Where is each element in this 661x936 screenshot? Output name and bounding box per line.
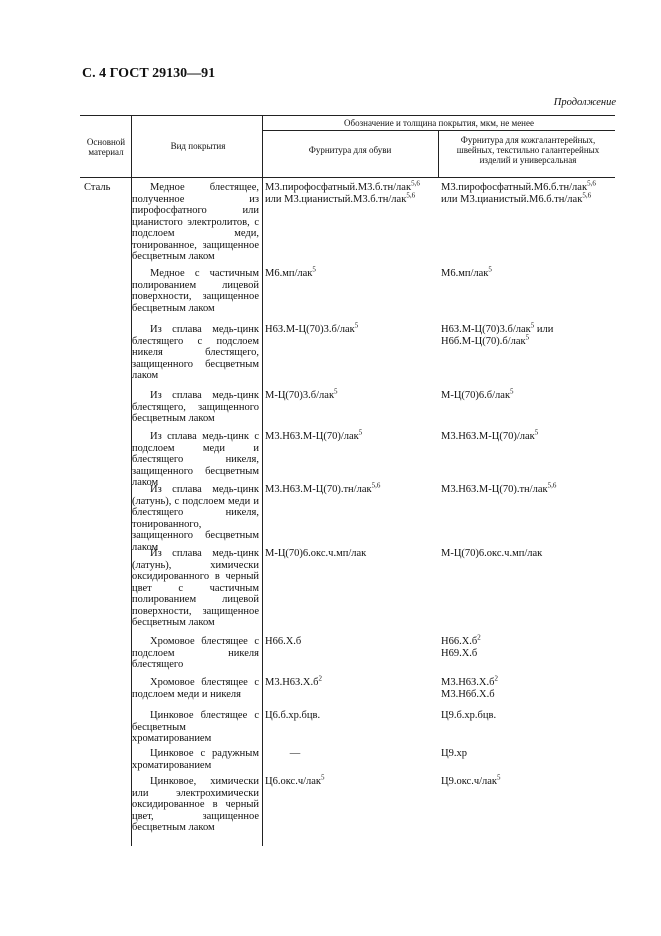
col-coating-header: Вид покрытия (170, 141, 226, 151)
row-10-description: Цинковое блестящее с бесцветным хроматированием (132, 710, 259, 744)
continuation-label: Продолжение (553, 97, 616, 108)
row-7-leather: М-Ц(70)6.окс.ч.мп/лак (441, 548, 543, 559)
table-top-rule (262, 115, 615, 116)
row-3-description: Из сплава медь-цинк блестящего с подслоем никеля блестящего, защищенного бесцветным лаком (132, 324, 259, 381)
row-2-shoes: М6.мп/лак$^5$ (265, 265, 316, 279)
row-2-leather: М6.мп/лак$^5$ (441, 265, 492, 279)
row-8-description: Хромовое блестящее с подслоем никеля блестящего (132, 636, 259, 670)
row-8-leather: $Н66.Х.б^2$ Н69.Х.б (441, 633, 481, 659)
row-1-shoes: М3.пирофосфатный.М3.б.тн/лак$^{5,6}$ или М3.цианистый.М3.б.тн/лак$^{5,6}$ (265, 179, 420, 205)
row-12-shoes: Ц6.окс.ч/лак$^5$ (265, 773, 325, 787)
row-6-leather: М3.Н6З.М-Ц(70).тн/лак$^{5,6}$ (441, 481, 557, 495)
row-4-shoes: М-Ц(70)3.б/лак$^5$ (265, 387, 338, 401)
row-11-leather: Ц9.хр (441, 748, 467, 759)
row-3-leather: Н6З.М-Ц(70)3.б/лак$^5$ или Н6б.М-Ц(70).б/лак$^5$ (441, 321, 554, 347)
row-3-shoes: Н6З.М-Ц(70)3.б/лак$^5$ (265, 321, 359, 335)
row-11-description: Цинковое с радужным хроматированием (132, 748, 259, 771)
row-7-shoes: М-Ц(70)6.окс.ч.мп/лак (265, 548, 367, 559)
col-shoes-header: Фурнитура для обуви (308, 145, 392, 155)
row-1-description: Медное блестящее, полученное из пирофосфатного или цианистого электролитов, с подслоем меди, тонированное, защищенное бесцветным лаком (132, 182, 259, 262)
row-10-shoes: Ц6.б.хр.бцв. (265, 710, 321, 721)
row-5-shoes: М3.Н6З.М-Ц(70)/лак$^5$ (265, 428, 363, 442)
header-bottom-rule (80, 177, 615, 178)
col-group-header: Обозначение и толщина покрытия, мкм, не менее (344, 118, 534, 128)
row-12-leather: Ц9.окс.ч/лак$^5$ (441, 773, 501, 787)
material-cell: Сталь (84, 182, 111, 193)
col-divider-2 (262, 115, 263, 846)
row-6-description: Из сплава медь-цинк (латунь), с подслоем меди и блестящего никеля, тонированного, защищенного бесцветным лаком (132, 484, 259, 553)
row-12-description: Цинковое, химически или электрохимически оксидированное в черный цвет, защищенное бесцветным лаком (132, 776, 259, 833)
row-10-leather: Ц9.б.хр.бцв. (441, 710, 497, 721)
row-6-shoes: М3.Н6З.М-Ц(70).тн/лак$^{5,6}$ (265, 481, 381, 495)
row-2-description: Медное с частичным полированием лицевой поверхности, защищенное бесцветным лаком (132, 268, 259, 314)
row-5-leather: М3.Н6З.М-Ц(70)/лак$^5$ (441, 428, 539, 442)
row-1-leather: М3.пирофосфатный.М6.б.тн/лак$^{5,6}$ или М3.цианистый.М6.б.тн/лак$^{5,6}$ (441, 179, 596, 205)
col-material-header: Основной материал (86, 137, 126, 157)
col-leather-header: Фурнитура для кожгалантерейных, швейных, текстильно галантерейных изделий и универсальная (456, 135, 600, 165)
row-4-description: Из сплава медь-цинк блестящего, защищенного бесцветным лаком (132, 390, 259, 424)
row-5-description: Из сплава медь-цинк с подслоем меди и блестящего никеля, защищенного бесцветным лаком (132, 431, 259, 488)
row-4-leather: М-Ц(70)6.б/лак$^5$ (441, 387, 514, 401)
page-header: С. 4 ГОСТ 29130—91 (82, 66, 216, 81)
row-11-shoes: — (289, 748, 301, 759)
row-9-leather: $М3.Н6З.Х.б^2$ М3.Н6б.Х.б (441, 674, 498, 700)
row-8-shoes: Н66.Х.б (265, 636, 302, 647)
row-7-description: Из сплава медь-цинк (латунь), химически оксидированного в черный цвет с частичным полированием лицевой поверхности, защищенное бесцветным лаком (132, 548, 259, 628)
row-9-description: Хромовое блестящее с подслоем меди и никеля (132, 677, 259, 700)
row-9-shoes: $М3.Н6З.Х.б^2$ (265, 674, 322, 688)
table-top-rule-left (80, 115, 262, 116)
col-divider-3 (438, 130, 439, 178)
